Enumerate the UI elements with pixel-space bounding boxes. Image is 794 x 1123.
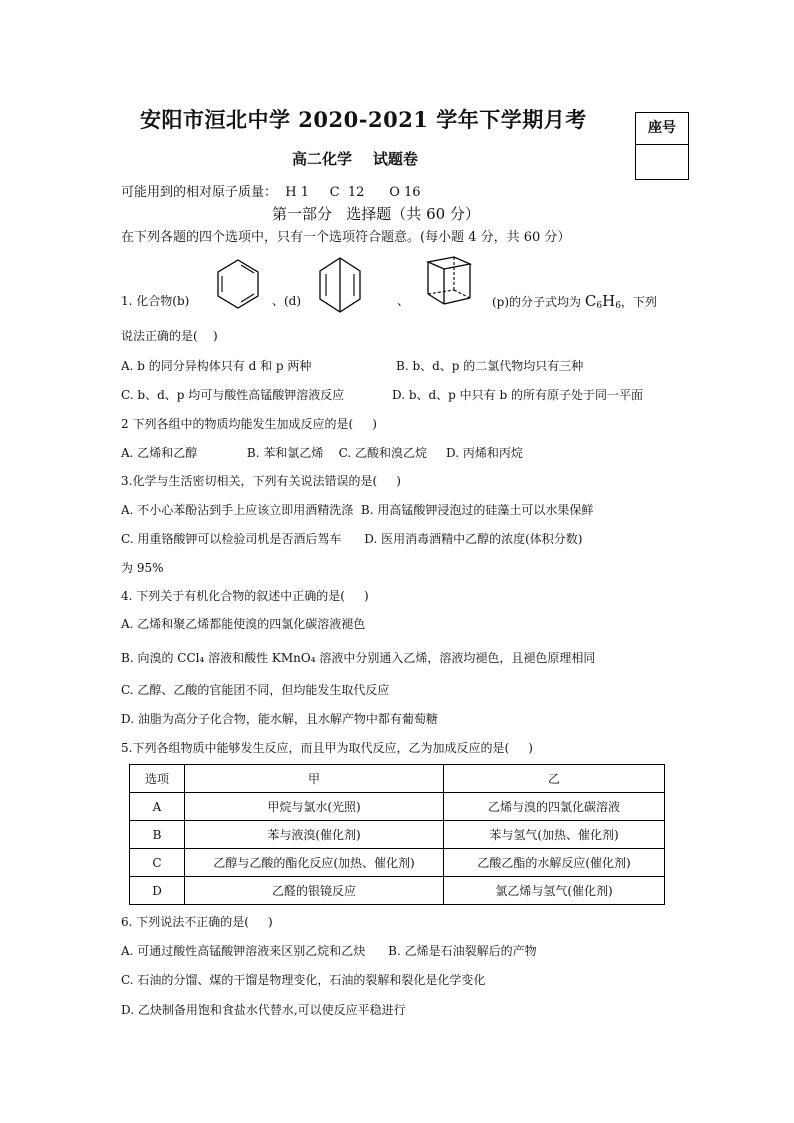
q1-option-a: A. b 的同分异构体只有 d 和 p 两种 [121, 359, 312, 373]
table-row [130, 793, 665, 821]
formula-h: H [602, 292, 616, 310]
q5-options-table [129, 764, 665, 905]
table-cell: 乙醇与乙酸的酯化反应(加热、催化剂) [185, 849, 444, 877]
table-header-row [130, 765, 665, 793]
header-cell-jia: 甲 [185, 765, 444, 793]
header-cell-yi: 乙 [444, 765, 665, 793]
exam-subtitle: 高二化学 试题卷 [292, 150, 418, 168]
q1-option-c: C. b、d、p 均可与酸性高锰酸钾溶液反应 [121, 388, 345, 402]
q6-option-c: C. 石油的分馏、煤的干馏是物理变化，石油的裂解和裂化是化学变化 [121, 973, 486, 987]
table-cell: 乙醛的银镜反应 [185, 877, 444, 905]
q1-sep1: 、(d) [272, 294, 302, 308]
section-title: 第一部分 选择题（共 60 分） [272, 205, 480, 223]
formula-h-subscript: 6 [615, 301, 621, 311]
table-cell: D [130, 877, 185, 905]
exam-title: 安阳市洹北中学 2020-2021 学年下学期月考 [140, 107, 587, 132]
q3-stem: 3.化学与生活密切相关，下列有关说法错误的是( ) [121, 474, 401, 488]
q3-options-cd: C. 用重铬酸钾可以检验司机是否酒后驾车 D. 医用消毒酒精中乙醇的浓度(体积分数) [121, 532, 583, 546]
q1-option-d: D. b、d、p 中只有 b 的所有原子处于同一平面 [392, 388, 643, 402]
dewar-benzene-structure-d [316, 254, 364, 316]
q4-option-b: B. 向溴的 CCl₄ 溶液和酸性 KMnO₄ 溶液中分别通入乙烯，溶液均褪色，且褪色原理相同 [121, 651, 596, 665]
q1-suffix [492, 292, 657, 311]
q4-option-c: C. 乙醇、乙酸的官能团不同，但均能发生取代反应 [121, 683, 390, 697]
q1-suffix-text: (p)的分子式均为 [492, 295, 585, 309]
q4-option-d: D. 油脂为高分子化合物，能水解，且水解产物中都有葡萄糖 [121, 712, 438, 726]
table-cell: 苯与氢气(加热、催化剂) [444, 821, 665, 849]
q1-stem-line2: 说法正确的是( ) [121, 329, 218, 343]
table-cell: 苯与液溴(催化剂) [185, 821, 444, 849]
table-row [130, 821, 665, 849]
seat-number-label: 座号 [636, 113, 688, 145]
header-cell-option: 选项 [130, 765, 185, 793]
q1-prefix: 1. 化合物(b) [121, 294, 190, 308]
q5-stem: 5.下列各组物质中能够发生反应，而且甲为取代反应，乙为加成反应的是( ) [121, 741, 533, 755]
q4-option-a: A. 乙烯和聚乙烯都能使溴的四氯化碳溶液褪色 [121, 617, 366, 631]
table-cell: 氯乙烯与氢气(催化剂) [444, 877, 665, 905]
formula-c-subscript: 6 [596, 301, 603, 311]
table-cell: C [130, 849, 185, 877]
table-cell: A [130, 793, 185, 821]
benzene-structure-b [214, 256, 262, 312]
q6-options-ab: A. 可通过酸性高锰酸钾溶液来区别乙烷和乙炔 B. 乙烯是石油裂解后的产物 [121, 944, 537, 958]
prismane-structure-p [424, 254, 474, 310]
formula-c: C [584, 292, 597, 310]
table-row [130, 877, 665, 905]
seat-number-box [635, 112, 689, 180]
q2-stem: 2 下列各组中的物质均能发生加成反应的是( ) [121, 417, 377, 431]
table-row [130, 849, 665, 877]
q6-option-d: D. 乙炔制备用饱和食盐水代替水,可以使反应平稳进行 [121, 1003, 406, 1017]
q3-options-ab: A. 不小心苯酚沾到手上应该立即用酒精洗涤 B. 用高锰酸钾浸泡过的硅藻土可以水果保鲜 [121, 503, 594, 517]
q6-stem: 6. 下列说法不正确的是( ) [121, 915, 273, 929]
q1-option-b: B. b、d、p 的二氯代物均只有三种 [396, 359, 584, 373]
q2-options: A. 乙烯和乙醇 B. 苯和氯乙烯 C. 乙酸和溴乙烷 D. 丙烯和丙烷 [121, 446, 523, 460]
table-cell: 甲烷与氯水(光照) [185, 793, 444, 821]
q1-sep2: 、 [397, 294, 410, 308]
q1-suffix-tail: ，下列 [620, 295, 657, 309]
atomic-masses: 可能用到的相对原子质量： H 1 C 12 O 16 [121, 185, 421, 200]
q4-stem: 4. 下列关于有机化合物的叙述中正确的是( ) [121, 589, 369, 603]
section-instruction: 在下列各题的四个选项中，只有一个选项符合题意。(每小题 4 分，共 60 分） [121, 230, 571, 245]
table-cell: 乙酸乙酯的水解反应(催化剂) [444, 849, 665, 877]
table-cell: 乙烯与溴的四氯化碳溶液 [444, 793, 665, 821]
table-cell: B [130, 821, 185, 849]
q3-option-d-cont: 为 95% [121, 561, 164, 575]
